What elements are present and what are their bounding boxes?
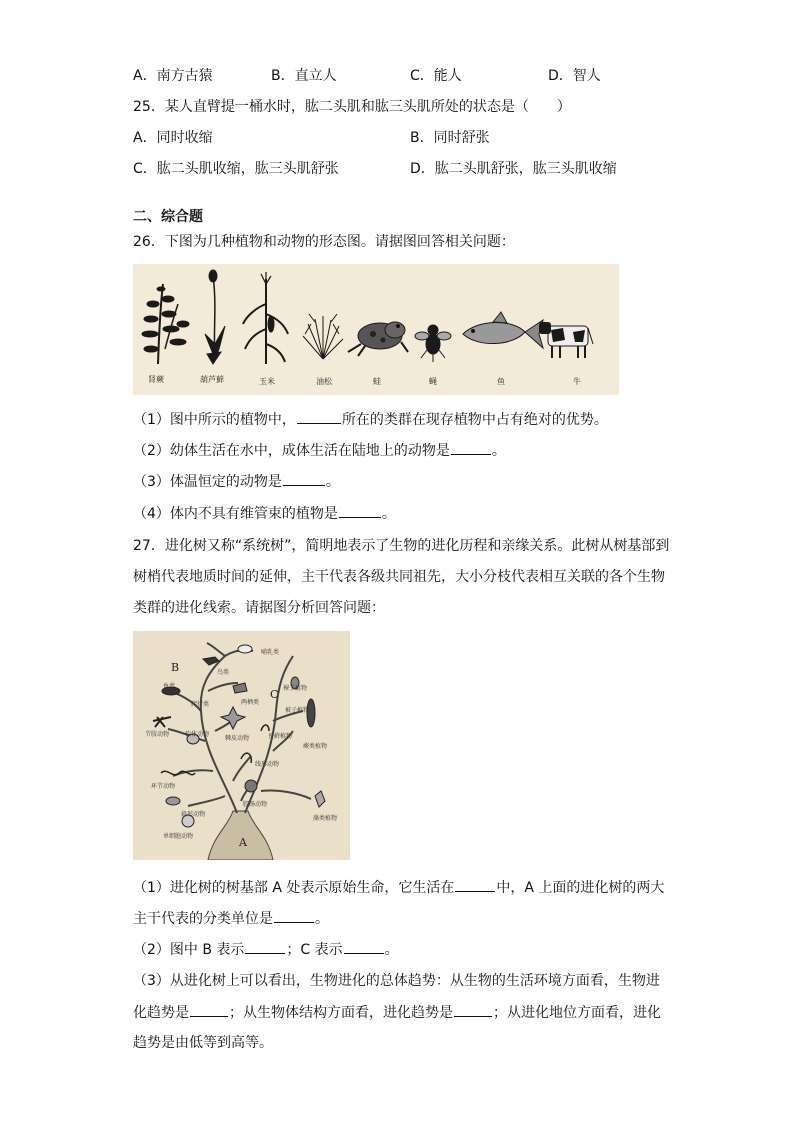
tree-label-annelids: 环节动物: [151, 783, 176, 790]
q26-sub2: [133, 439, 506, 462]
q27-sub2: [133, 938, 399, 961]
answer-blank[interactable]: [297, 408, 341, 424]
q26-stem: 26．下图为几种植物和动物的形态图。请据图回答相关问题：: [133, 234, 515, 250]
q27-sub3-text-d: ；从进化地位方面看，进化: [493, 1005, 661, 1021]
answer-blank[interactable]: [455, 876, 495, 892]
tree-label-nematodes: 线形动物: [255, 761, 280, 768]
label-fish: 鱼: [497, 377, 505, 386]
q27-stem-line-2: 树梢代表地质时间的延伸，主干代表各级共同祖先，大小分枝代表相互关联的各个生物: [133, 569, 665, 585]
tree-label-protozoa: 单细胞动物: [163, 833, 194, 840]
fern-image: [142, 284, 189, 364]
label-moss: 葫芦藓: [200, 375, 224, 384]
q26-sub1: [133, 408, 608, 431]
tree-letter-a: A: [239, 836, 247, 849]
tree-label-angiosperms: 被子植物: [285, 707, 310, 714]
q25-option-d: D．肱二头肌舒张，肱三头肌收缩: [410, 161, 617, 177]
tree-label-flatworms: 扁形动物: [181, 811, 206, 818]
q27-stem-line-1: 27．进化树又称“系统树”，简明地表示了生物的进化历程和亲缘关系。此树从树基部到: [133, 538, 670, 554]
corn-image: [243, 272, 288, 364]
q27-sub3-text-b: 化趋势是: [133, 1005, 189, 1021]
q27-sub1-line-1: [133, 876, 664, 899]
label-pine: 油松: [316, 377, 332, 386]
q24-option-a: A．南方古猿: [133, 68, 213, 84]
q25-option-c: C．肱二头肌收缩，肱三头肌舒张: [133, 161, 339, 177]
label-frog: 蛙: [373, 377, 381, 386]
tree-label-bryophytes: 苔藓植物: [268, 733, 293, 740]
answer-blank[interactable]: [344, 938, 384, 954]
tree-label-reptiles: 爬行类: [191, 701, 210, 708]
q26-sub1-text-b: 所在的类群在现存植物中占有绝对的优势。: [341, 412, 608, 428]
cow-image: [539, 322, 593, 358]
q26-figure: [133, 264, 619, 395]
tree-label-arthropods: 节肢动物: [145, 731, 170, 738]
q26-sub4-text-a: （4）体内不具有维管束的植物是: [133, 506, 338, 522]
q26-sub4: [133, 502, 396, 525]
answer-blank[interactable]: [454, 1001, 492, 1017]
label-cow: 牛: [573, 377, 581, 386]
q27-sub3-text-c: ；从生物体结构方面看，进化趋势是: [229, 1005, 453, 1021]
pine-image: [303, 314, 343, 359]
q27-sub2-text-a: （2）图中 B 表示: [133, 942, 245, 958]
q26-sub3-text-b: 。: [325, 474, 340, 490]
q27-sub1-line-2: [133, 907, 329, 930]
label-corn: 玉米: [259, 377, 275, 386]
q24-option-d: D．智人: [548, 68, 601, 84]
answer-blank[interactable]: [245, 938, 285, 954]
moss-image: [205, 270, 225, 364]
answer-blank[interactable]: [283, 470, 325, 486]
q27-sub3-line-3: 趋势是由低等到高等。: [133, 1035, 273, 1051]
tree-label-echinoderms: 棘皮动物: [225, 735, 250, 742]
tree-label-algae: 藻类植物: [313, 815, 338, 822]
q26-sub2-text-a: （2）幼体生活在水中，成体生活在陆地上的动物是: [133, 443, 450, 459]
q27-sub3-line-2: [133, 1001, 661, 1024]
fly-image: [415, 325, 451, 362]
tree-label-gymnosperms: 裸子植物: [283, 685, 308, 692]
q25-stem: 25．某人直臂提一桶水时，肱二头肌和肱三头肌所处的状态是（ ）: [133, 99, 571, 115]
label-fly: 蝇: [429, 377, 437, 386]
q27-sub1-text-c: 主干代表的分类单位是: [133, 911, 273, 927]
q26-sub1-text-a: （1）图中所示的植物中，: [133, 412, 296, 428]
answer-blank[interactable]: [339, 502, 381, 518]
section-heading: 二、综合题: [133, 209, 203, 225]
q27-evolution-tree-figure: [133, 631, 350, 860]
q26-sub2-text-b: 。: [491, 443, 506, 459]
tree-letter-b: B: [171, 661, 180, 674]
tree-label-coelenterates: 腔肠动物: [243, 801, 268, 808]
answer-blank[interactable]: [274, 907, 314, 923]
tree-label-ferns: 蕨类植物: [303, 743, 328, 750]
fish-image: [463, 312, 543, 348]
q26-sub4-text-b: 。: [381, 506, 396, 522]
q25-option-a: A．同时收缩: [133, 130, 213, 146]
tree-label-birds: 鸟类: [217, 669, 230, 676]
q26-sub3-text-a: （3）体温恒定的动物是: [133, 474, 282, 490]
tree-letter-c: C: [270, 688, 279, 701]
label-fern: 肾蕨: [148, 375, 164, 384]
q27-sub3-line-1: （3）从进化树上可以看出，生物进化的总体趋势：从生物的生活环境方面看，生物进: [133, 973, 660, 989]
q25-option-b: B．同时舒张: [410, 130, 490, 146]
q27-sub1-text-d: 。: [315, 911, 329, 927]
answer-blank[interactable]: [190, 1001, 228, 1017]
q24-option-c: C．能人: [410, 68, 462, 84]
tree-label-amphibians: 两栖类: [241, 699, 260, 706]
q24-option-b: B．直立人: [271, 68, 337, 84]
q27-sub2-text-b: ；C 表示: [286, 942, 343, 958]
q27-sub2-text-c: 。: [384, 942, 399, 958]
q27-sub1-text-a: （1）进化树的树基部 A 处表示原始生命，它生活在: [133, 880, 455, 896]
frog-image: [348, 322, 408, 356]
q26-sub3: [133, 470, 340, 493]
answer-blank[interactable]: [451, 439, 491, 455]
tree-label-molluscs: 软体动物: [185, 731, 210, 738]
tree-label-mammals: 哺乳类: [261, 649, 280, 656]
q27-stem-line-3: 类群的进化线索。请据图分析回答问题：: [133, 600, 385, 616]
tree-label-fish: 鱼类: [163, 683, 176, 690]
q27-sub1-text-b: 中，A 上面的进化树的两大: [496, 880, 665, 896]
